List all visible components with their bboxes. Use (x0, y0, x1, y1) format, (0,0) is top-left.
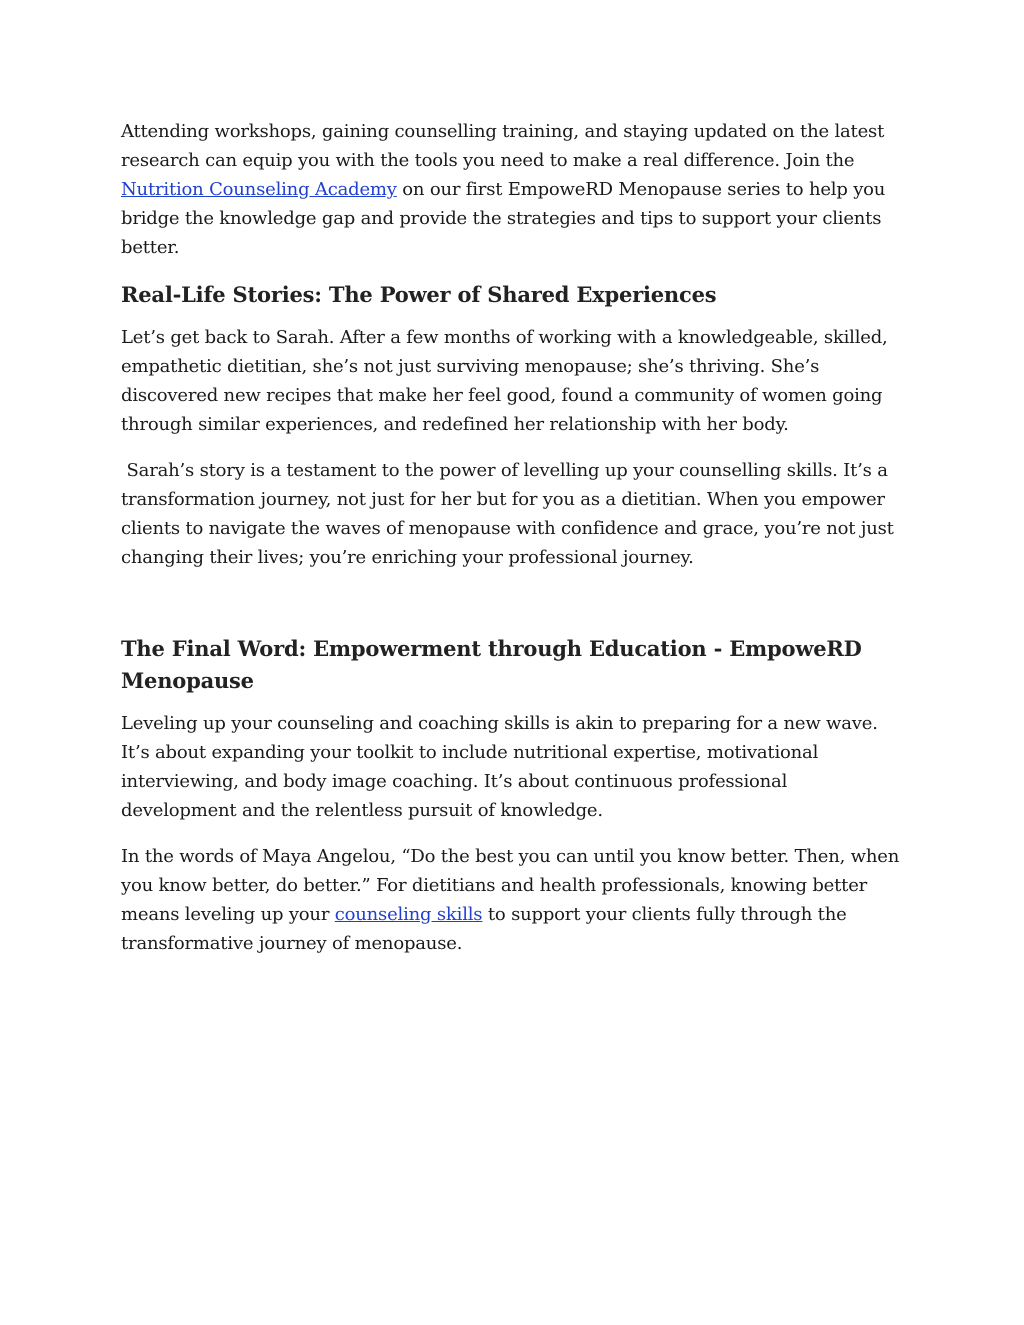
section-heading-final-word: The Final Word: Empowerment through Education - EmpoweRD Menopause (121, 636, 862, 693)
section-heading-real-life-stories: Real-Life Stories: The Power of Shared Experiences (121, 282, 717, 307)
intro-text-after-link: on our first EmpoweRD Menopause series to help you bridge the knowledge gap and provide the strategies and tips to support your clients better. (121, 179, 886, 258)
counseling-skills-link[interactable]: counseling skills (334, 904, 483, 925)
section-spacer (121, 589, 906, 633)
maya-angelou-paragraph (121, 842, 906, 958)
intro-text-before-link: Attending workshops, gaining counselling training, and staying updated on the latest research can equip you with the tools you need to make a real difference. Join the (121, 121, 885, 171)
quote-text-after-link: to support your clients fully through the transformative journey of menopause. (121, 904, 847, 954)
intro-paragraph (121, 117, 906, 262)
quote-text-before-link: In the words of Maya Angelou, “Do the best you can until you know better. Then, when you know better, do better.” For dietitians and health professionals, knowing better means leveling up your (121, 846, 900, 925)
leveling-up-paragraph: Leveling up your counseling and coaching skills is akin to preparing for a new wave. It’s about expanding your toolkit to include nutritional expertise, motivational interviewing, and body image coaching. It’s about continuous professional development and the relentless pursuit of knowledge. (121, 713, 878, 821)
sarah-paragraph: Let’s get back to Sarah. After a few months of working with a knowledgeable, skilled, empathetic dietitian, she’s not just surviving menopause; she’s thriving. She’s discovered new recipes that make her feel good, found a community of women going through similar experiences, and redefined her relationship with her body. (121, 327, 888, 435)
document-page (121, 117, 906, 975)
sarah-testament-paragraph: Sarah’s story is a testament to the power of levelling up your counselling skills. It’s a transformation journey, not just for her but for you as a dietitian. When you empower clients to navigate the waves of menopause with confidence and grace, you’re not just changing their lives; you’re enriching your professional journey. (121, 460, 900, 568)
nutrition-counseling-academy-link[interactable]: Nutrition Counseling Academy (121, 179, 397, 200)
